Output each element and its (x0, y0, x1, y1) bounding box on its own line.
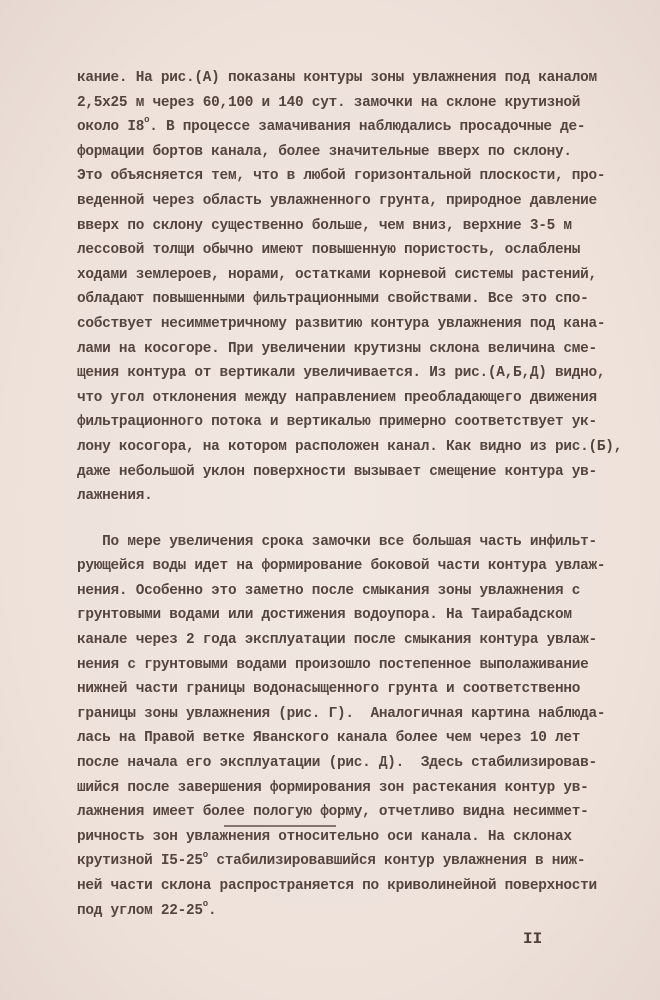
text-line (77, 899, 617, 924)
body-text (77, 66, 623, 923)
text-line: границы зоны увлажнения (рис. Г). Аналогичная картина наблюда- (77, 705, 606, 722)
text-line: рующейся воды идет на формирование боковой части контура увлаж- (77, 558, 606, 575)
text-line: нения. Особенно это заметно после смыкания зоны увлажнения с (77, 582, 581, 599)
text-segment: крутизной I5-25 (77, 853, 203, 870)
text-line: ричность зон увлажнения относительно оси канала. На склонах (77, 828, 572, 845)
text-line: ней части склона распространяется по криволинейной поверхности (77, 878, 597, 894)
text-line (77, 115, 617, 140)
text-line: По мере увеличения срока замочки все большая часть инфильт- (77, 533, 597, 550)
text-line: щения контура от вертикали увеличивается. Из рис.(А,Б,Д) видно, (77, 365, 606, 382)
paragraph-2 (77, 530, 617, 924)
text-line: даже небольшой уклон поверхности вызывает смещение контура ув- (77, 463, 597, 480)
text-line: нения с грунтовыми водами произошло постепенное выполаживание (77, 656, 589, 673)
text-line: грунтовыми водами или достижения водоупора. На Таирабадском (77, 607, 572, 624)
text-segment: . В процессе замачивания наблюдались просадочные де- (149, 119, 586, 136)
text-line: лессовой толщи обычно имеют повышенную пористость, ослаблены (77, 242, 581, 259)
text-segment: под углом 22-25 (77, 902, 203, 919)
text-segment: около I8 (77, 119, 145, 136)
degree-superscript: o (202, 849, 208, 860)
text-line: вверх по склону существенно больше, чем вниз, верхние 3-5 м (77, 217, 572, 234)
text-line: 2,5х25 м через 60,100 и 140 сут. замочки на склоне крутизной (77, 94, 581, 111)
text-line: шийся после завершения формирования зон растекания контур ув- (77, 779, 589, 796)
text-line: после начала его эксплуатации (рис. Д). Здесь стабилизировав- (77, 755, 597, 772)
page-number: II (523, 930, 543, 948)
text-line: лону косогора, на котором расположен канал. Как видно из рис.(Б), (77, 438, 623, 455)
text-segment: стабилизировавшийся контур увлажнения в ниж- (207, 853, 586, 870)
text-line: лажнения имеет более пологую форму, отчетливо видна несиммет- (77, 804, 589, 821)
text-line: лами на косогоре. При увеличении крутизны склона величина сме- (77, 340, 597, 357)
text-line: фильтрационного потока и вертикалью примерно соответствует ук- (77, 414, 597, 431)
text-line: формации бортов канала, более значительные вверх по склону. (77, 143, 572, 160)
degree-superscript: o (144, 115, 150, 126)
text-line: Это объясняется тем, что в любой горизонтальной плоскости, про- (77, 168, 606, 185)
degree-superscript: o (202, 898, 208, 909)
paragraph-1 (77, 66, 623, 509)
text-line: лась на Правой ветке Яванского канала более чем через 10 лет (77, 730, 581, 747)
text-line: веденной через область увлажненного грунта, природное давление (77, 192, 597, 209)
text-line: что угол отклонения между направлением преобладающего движения (77, 389, 597, 406)
text-line: обладают повышенными фильтрационными свойствами. Все это спо- (77, 291, 589, 308)
text-line: лажнения. (77, 488, 153, 505)
text-line: кание. На рис.(А) показаны контуры зоны увлажнения под каналом (77, 70, 597, 86)
section-divider (224, 825, 336, 827)
text-line: ходами землероев, норами, остатками корневой системы растений, (77, 266, 597, 283)
text-line: канале через 2 года эксплуатации после смыкания контура увлаж- (77, 632, 597, 649)
text-line: собствует несимметричному развитию контура увлажнения под кана- (77, 315, 606, 332)
text-line: нижней части границы водонасыщенного грунта и соответственно (77, 681, 581, 698)
text-line (77, 849, 617, 874)
text-segment: . (207, 902, 217, 919)
